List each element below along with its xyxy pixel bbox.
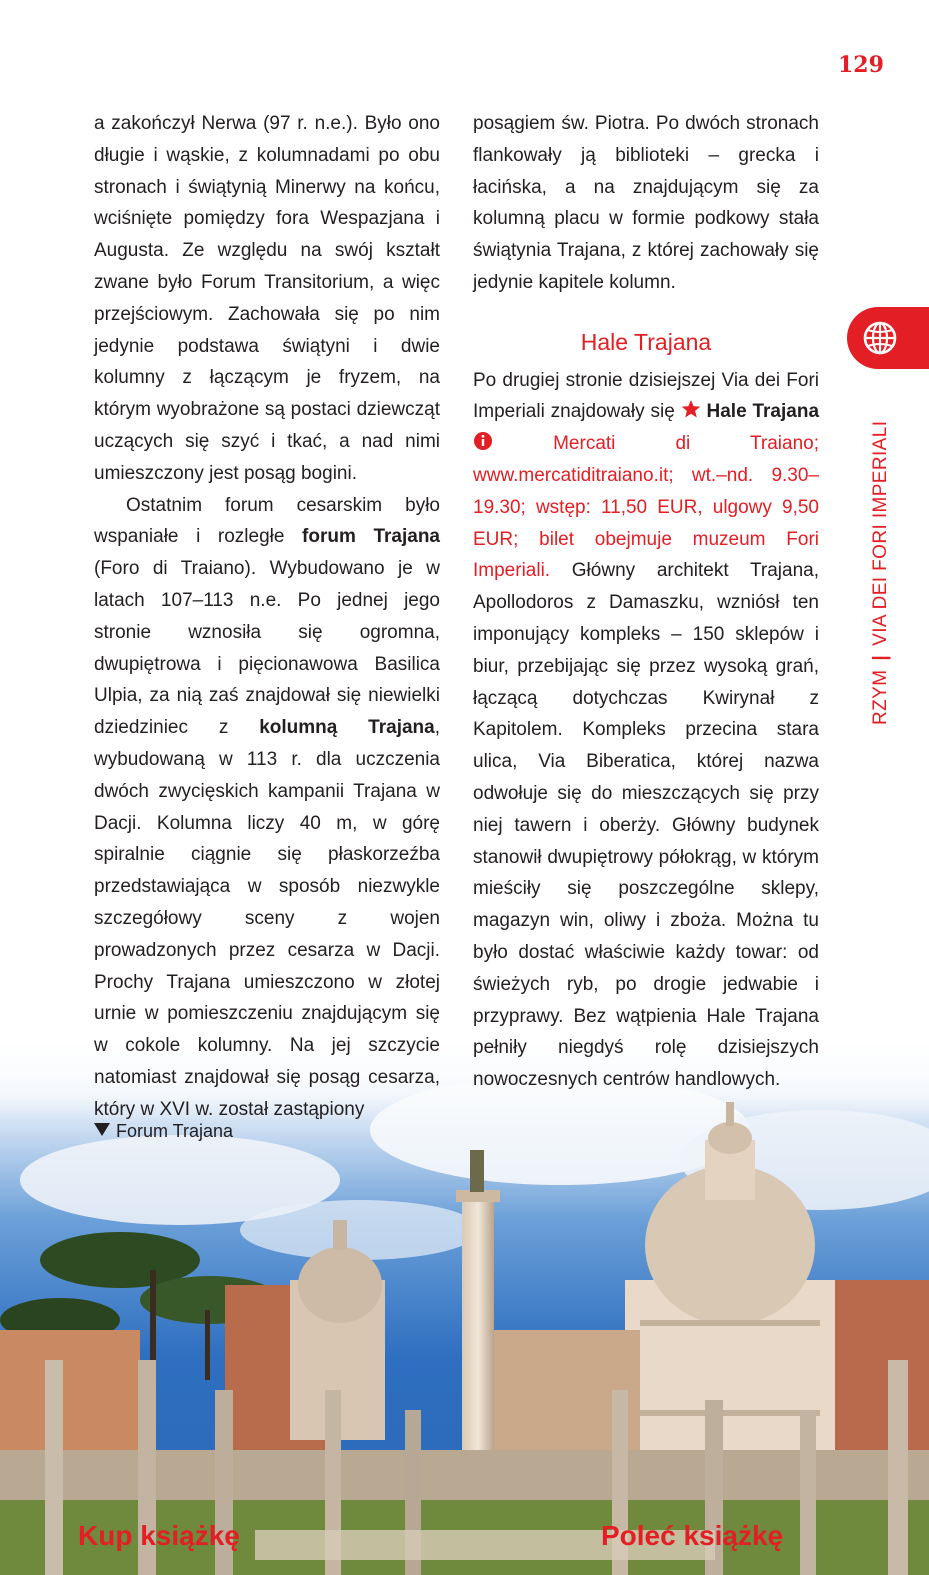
recommend-book-button[interactable]: Poleć książkę	[601, 1520, 784, 1551]
text-run: (Foro di Traiano). Wybudowano je w latach 107–113 n.e. Po jednej jego stronie wznosiła się ogromna, dwupiętrowa i pięcionawowa Basilica Ulpia, za nią zaś znajdował się niewielki dziedziniec z	[94, 558, 440, 739]
bold-term: Hale Trajana	[706, 401, 820, 423]
chapter-separator: |	[870, 654, 891, 661]
page-number: 129	[838, 52, 884, 78]
paragraph: a zakończył Nerwa (97 r. n.e.). Było ono długie i wąskie, z kolumnadami po obu stronach i świątynią Minerwy na końcu, wciśnięte pomiędzy fora Wespazjana i Augusta. Ze względu na swój kształt zwane było Forum Transitorium, a więc przejściowym. Zachowała się po nim jedynie podstawa świątyni i dwie kolumny z łączącym je fryzem, na którym wyobrażone są postaci dziewcząt uczących się szyć i tkać, a nad nimi umieszczony jest posąg bogini.	[94, 113, 440, 484]
practical-info: Mercati di Traiano; www.mercatiditraiano.it; wt.–nd. 9.30–19.30; wstęp: 11,50 EUR, ulgowy 9,50 EUR; bilet obejmuje muzeum Fori Imperiali.	[473, 433, 819, 582]
section-heading: Hale Trajana	[580, 328, 712, 355]
text-run: , wybudowaną w 113 r. dla uczczenia dwóch zwycięskich kampanii Trajana w Dacji. Kolumna liczy 40 m, w górę spiralnie ciągnie się płaskorzeźba przedstawiająca w sposób niezwykle szczegółowy sceny z wojen prowadzonych przez cesarza w Dacji. Prochy Trajana umieszczono w złotej urnie w pomieszczeniu znajdującym się w cokole kolumny. Na jej szczycie natomiast znajdował się posąg cesarza, który w XVI w. został zastąpiony	[94, 717, 440, 1120]
paragraph: posągiem św. Piotra. Po dwóch stronach flankowały ją biblioteki – grecka i łacińska, a na znajdującym się za kolumną placu w formie podkowy stała świątynia Trajana, z której zachowały się jedynie kapitele kolumn.	[473, 113, 819, 293]
star-icon	[681, 399, 701, 419]
chapter-section: VIA DEI FORI IMPERIALI	[870, 420, 891, 646]
chapter-city: RZYM	[870, 669, 891, 725]
globe-icon	[861, 319, 899, 357]
chapter-tab	[847, 307, 929, 369]
text-run: Główny architekt Trajana, Apollodoros z Damaszku, wzniósł ten imponujący kompleks – 150 sklepów i biur, przebijając się przez wysoką grań, łączącą dotychczas Kwirynał z Kapitolem. Kompleks przecina stara ulica, Via Biberatica, której nazwa odwołuje się do mieszczących się przy niej tawern i oberży. Główny budynek stanowił dwupiętrowy półokrąg, w którym mieściły się poszczególne sklepy, magazyn win, oliwy i zboża. Można tu było dostać właściwie każdy towar: od świeżych ryb, po drogie jedwabie i przyprawy. Bez wątpienia Hale Trajana pełniły niegdyś rolę dzisiejszych nowoczesnych centrów handlowych.	[473, 560, 819, 1091]
paragraph	[473, 365, 819, 1096]
buy-book-button[interactable]: Kup książkę	[78, 1520, 240, 1551]
text-run: Po drugiej stronie dzisiejszej Via dei Fori Imperiali znajdowały się	[473, 369, 819, 423]
chapter-label	[870, 421, 892, 725]
info-icon	[473, 431, 493, 451]
bold-term: kolumną Trajana	[259, 717, 435, 739]
paragraph	[94, 490, 440, 1126]
text-column-left	[94, 108, 440, 1126]
caption-text: Forum Trajana	[116, 1121, 234, 1141]
text-run: Ostatnim forum cesarskim było wspaniałe i rozległe	[94, 494, 440, 548]
triangle-down-icon	[94, 1123, 110, 1136]
text-column-right	[473, 108, 819, 1096]
bold-term: forum Trajana	[302, 526, 440, 548]
photo-caption	[94, 1121, 233, 1142]
